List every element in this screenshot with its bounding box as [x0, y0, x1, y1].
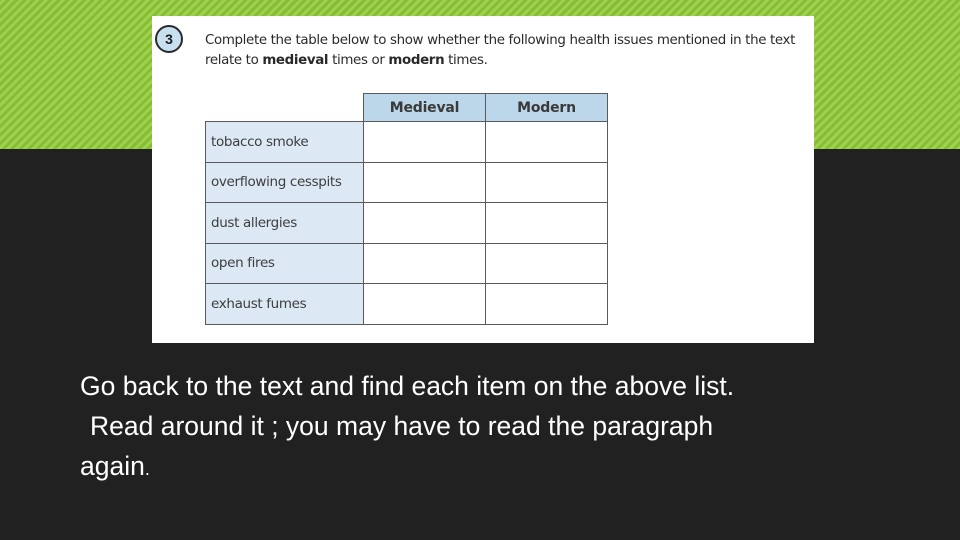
caption-line-3-text: again [80, 451, 145, 481]
slide-caption [80, 366, 900, 489]
table-row [206, 203, 608, 244]
instruction-bold-modern: modern [388, 53, 445, 68]
column-header-medieval: Medieval [364, 94, 486, 122]
column-header-modern: Modern [486, 94, 608, 122]
health-issues-table [205, 93, 608, 325]
answer-cell-medieval [364, 243, 486, 284]
worksheet-image [152, 16, 814, 343]
table-header-row [206, 94, 608, 122]
answer-cell-medieval [364, 203, 486, 244]
instruction-bold-medieval: medieval [262, 53, 329, 68]
row-label-dust-allergies: dust allergies [206, 203, 364, 244]
answer-cell-medieval [364, 122, 486, 163]
table-row [206, 162, 608, 203]
caption-line-2: Read around it ; you may have to read the paragraph [90, 411, 714, 441]
answer-cell-modern [486, 122, 608, 163]
question-number-badge: 3 [155, 25, 183, 53]
instruction-text-3: times. [444, 53, 488, 68]
answer-cell-modern [486, 203, 608, 244]
answer-cell-medieval [364, 162, 486, 203]
row-label-tobacco-smoke: tobacco smoke [206, 122, 364, 163]
instruction-text-2: times or [328, 53, 389, 68]
row-label-exhaust-fumes: exhaust fumes [206, 284, 364, 325]
table-row [206, 243, 608, 284]
answer-cell-medieval [364, 284, 486, 325]
answer-cell-modern [486, 284, 608, 325]
caption-line-1: Go back to the text and find each item on the above list. [80, 371, 735, 401]
row-label-open-fires: open fires [206, 243, 364, 284]
answer-cell-modern [486, 243, 608, 284]
caption-line-3-period: . [144, 459, 150, 479]
table-row [206, 284, 608, 325]
table-corner-cell [206, 94, 364, 122]
row-label-overflowing-cesspits: overflowing cesspits [206, 162, 364, 203]
worksheet-instructions [205, 31, 810, 71]
table-row [206, 122, 608, 163]
instruction-text-1: Complete the table below to show whether the following health issues mentioned in the text relate to [205, 33, 796, 68]
answer-cell-modern [486, 162, 608, 203]
caption-line-3 [80, 446, 900, 489]
